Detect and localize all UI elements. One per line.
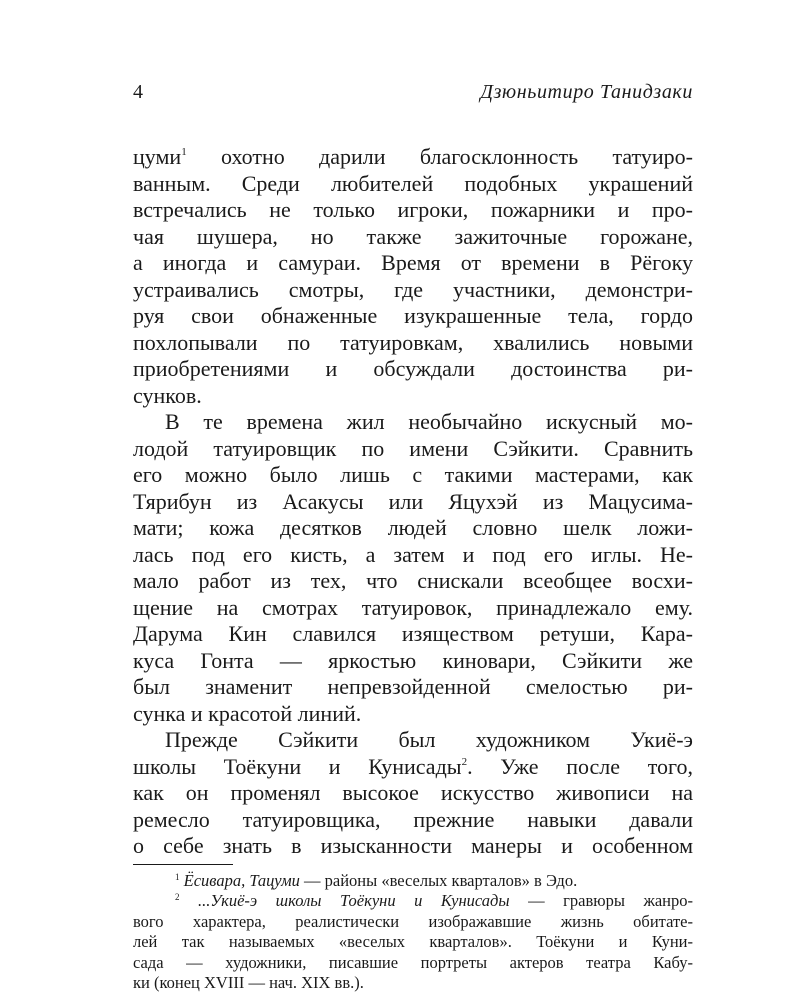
text-line: ремесло татуировщика, прежние навыки давали [133,806,693,832]
text-line: Дарума Кин славился изяществом ретуши, Кара- [133,621,693,646]
text-line: похлопывали по татуировкам, хвалились новыми [133,329,693,355]
text-line: был знаменит непревзойденной смелостью ри- [133,674,693,699]
body-text [133,144,693,860]
footnote-divider [133,864,233,865]
footnote-text: — гравюры жанро- [509,891,694,910]
footnote-mark-1: 1 [175,871,180,882]
footnote-term: Ёсивара, Тацуми [183,870,300,890]
text-line: сунка и красотой линий. [133,700,362,726]
text-line: чая шушера, но также зажиточные горожане, [133,223,693,249]
footnote-ref-2: 2 [461,755,468,768]
text-line: а иногда и самураи. Время от времени в Рёгоку [133,250,693,275]
footnote-line: лей так называемых «веселых кварталов». Тоёкуни и Куни- [133,932,693,951]
text-line: лодой татуировщик по имени Сэйкити. Сравнить [133,435,693,461]
text-fragment: охотно дарили благосклонность татуиро- [221,144,693,169]
text-line: приобретениями и обсуждали достоинства ри- [133,356,693,381]
running-head [133,78,693,106]
text-line: Прежде Сэйкити был художником Укиё-э [165,727,693,752]
text-line: лась под его кисть, а затем и под его иглы. Не- [133,541,693,567]
text-line: руя свои обнаженные изукрашенные тела, гордо [133,303,693,328]
text-line: Тярибун из Асакусы или Яцухэй из Мацусима- [133,488,693,514]
footnote-1 [133,871,693,892]
text-line: устраивались смотры, где участники, демонстри- [133,276,693,302]
footnote-term: ...Укиё-э школы Тоёкуни и Кунисады [198,891,510,910]
text-fragment: . Уже после того, [467,753,693,779]
footnote-text: — районы «веселых кварталов» в Эдо. [299,870,578,890]
text-line: мало работ из тех, что снискали всеобщее восхи- [133,568,693,593]
text-line: сунков. [133,382,202,408]
text-line: мати; кожа десятков людей словно шелк ложи- [133,515,693,540]
text-line [133,754,693,781]
text-line: В те времена жил необычайно искусный мо- [165,409,693,434]
text-line: встречались не только игроки, пожарники и про- [133,197,693,222]
footnotes [133,871,693,994]
text-line: куса Гонта — яркостью киновари, Сэйкити же [133,647,693,673]
footnote-line: сада — художники, писавшие портреты актеров театра Кабу- [133,952,693,972]
text-line: ванным. Среди любителей подобных украшений [133,170,693,196]
page-number: 4 [133,81,144,103]
footnote-ref-1: 1 [181,146,187,158]
text-line: о себе знать в изысканности манеры и особенном [133,833,693,858]
text-line: щение на смотрах татуировок, принадлежало ему. [133,594,693,620]
running-head-author: Дзюньитиро Танидзаки [480,81,693,103]
text-fragment: школы Тоёкуни и Кунисады [133,753,462,779]
book-page [133,78,693,994]
footnote-mark-2: 2 [175,892,180,902]
footnote-line: ки (конец XVIII — нач. XIX вв.). [133,973,364,992]
footnote-2 [133,891,693,912]
text-fragment: цуми [133,144,182,169]
text-line: как он променял высокое искусство живописи на [133,780,693,805]
text-line [133,144,693,171]
text-line: его можно было лишь с такими мастерами, как [133,462,693,487]
footnote-line: вого характера, реалистически изображавшие жизнь обитате- [133,911,693,931]
